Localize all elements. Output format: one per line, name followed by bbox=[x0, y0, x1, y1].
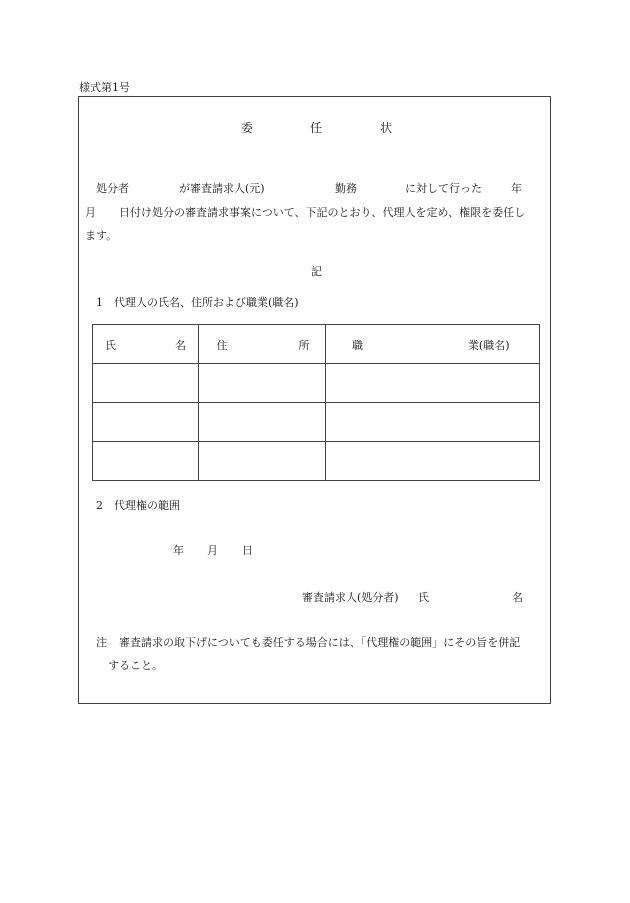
body-l1-d: に対して行った bbox=[405, 182, 482, 195]
table-cell[interactable] bbox=[325, 442, 539, 481]
header-occupation bbox=[325, 325, 539, 364]
signature-shi: 氏 bbox=[418, 591, 429, 604]
header-occupation-suffix: 業(職名) bbox=[467, 339, 510, 352]
note-line-2: すること。 bbox=[108, 659, 163, 672]
header-occupation-char-1: 職 bbox=[351, 339, 363, 352]
title-char-2: 任 bbox=[310, 121, 323, 135]
table-cell[interactable] bbox=[93, 442, 199, 481]
header-name bbox=[93, 325, 199, 364]
body-l2-a: 月 bbox=[85, 206, 96, 219]
body-l3: ます。 bbox=[85, 229, 118, 242]
table-cell[interactable] bbox=[93, 403, 199, 442]
table-row bbox=[93, 442, 540, 481]
signature-mei: 名 bbox=[512, 591, 523, 604]
header-address bbox=[198, 325, 325, 364]
title-char-3: 状 bbox=[380, 121, 393, 135]
note-label: 注 bbox=[96, 636, 107, 649]
table-cell[interactable] bbox=[325, 364, 539, 403]
body-l1-a: 処分者 bbox=[96, 182, 129, 195]
body-l1-b: が審査請求人(元) bbox=[179, 182, 265, 195]
form-number: 様式第1号 bbox=[79, 81, 130, 94]
body-l1-e: 年 bbox=[511, 182, 522, 195]
table-cell[interactable] bbox=[325, 403, 539, 442]
section-1-heading: 1 代理人の氏名、住所および職業(職名) bbox=[96, 296, 299, 309]
section-2-heading: 2 代理権の範囲 bbox=[96, 499, 180, 512]
header-name-char-2: 名 bbox=[175, 339, 186, 352]
body-l2-b: 日付け処分の審査請求事案について、下記のとおり、代理人を定め、権限を委任し bbox=[119, 206, 526, 219]
date-year: 年 bbox=[173, 544, 184, 557]
table-cell[interactable] bbox=[198, 403, 325, 442]
table-row bbox=[93, 364, 540, 403]
header-address-char-1: 住 bbox=[216, 339, 228, 352]
table-cell[interactable] bbox=[198, 442, 325, 481]
signature-label: 審査請求人(処分者) bbox=[302, 591, 399, 604]
table-row bbox=[93, 403, 540, 442]
header-address-char-2: 所 bbox=[298, 339, 310, 352]
agent-table bbox=[92, 324, 540, 481]
body-l1-c: 勤務 bbox=[335, 182, 357, 195]
table-header-row bbox=[93, 325, 540, 364]
title-char-1: 委 bbox=[241, 121, 254, 135]
ki-heading: 記 bbox=[311, 265, 322, 278]
note-line-1: 審査請求の取下げについても委任する場合には、「代理権の範囲」にその旨を併記 bbox=[119, 636, 521, 649]
date-month: 月 bbox=[207, 544, 218, 557]
header-name-char-1: 氏 bbox=[105, 339, 116, 352]
table-cell[interactable] bbox=[93, 364, 199, 403]
table-cell[interactable] bbox=[198, 364, 325, 403]
date-day: 日 bbox=[242, 544, 253, 557]
